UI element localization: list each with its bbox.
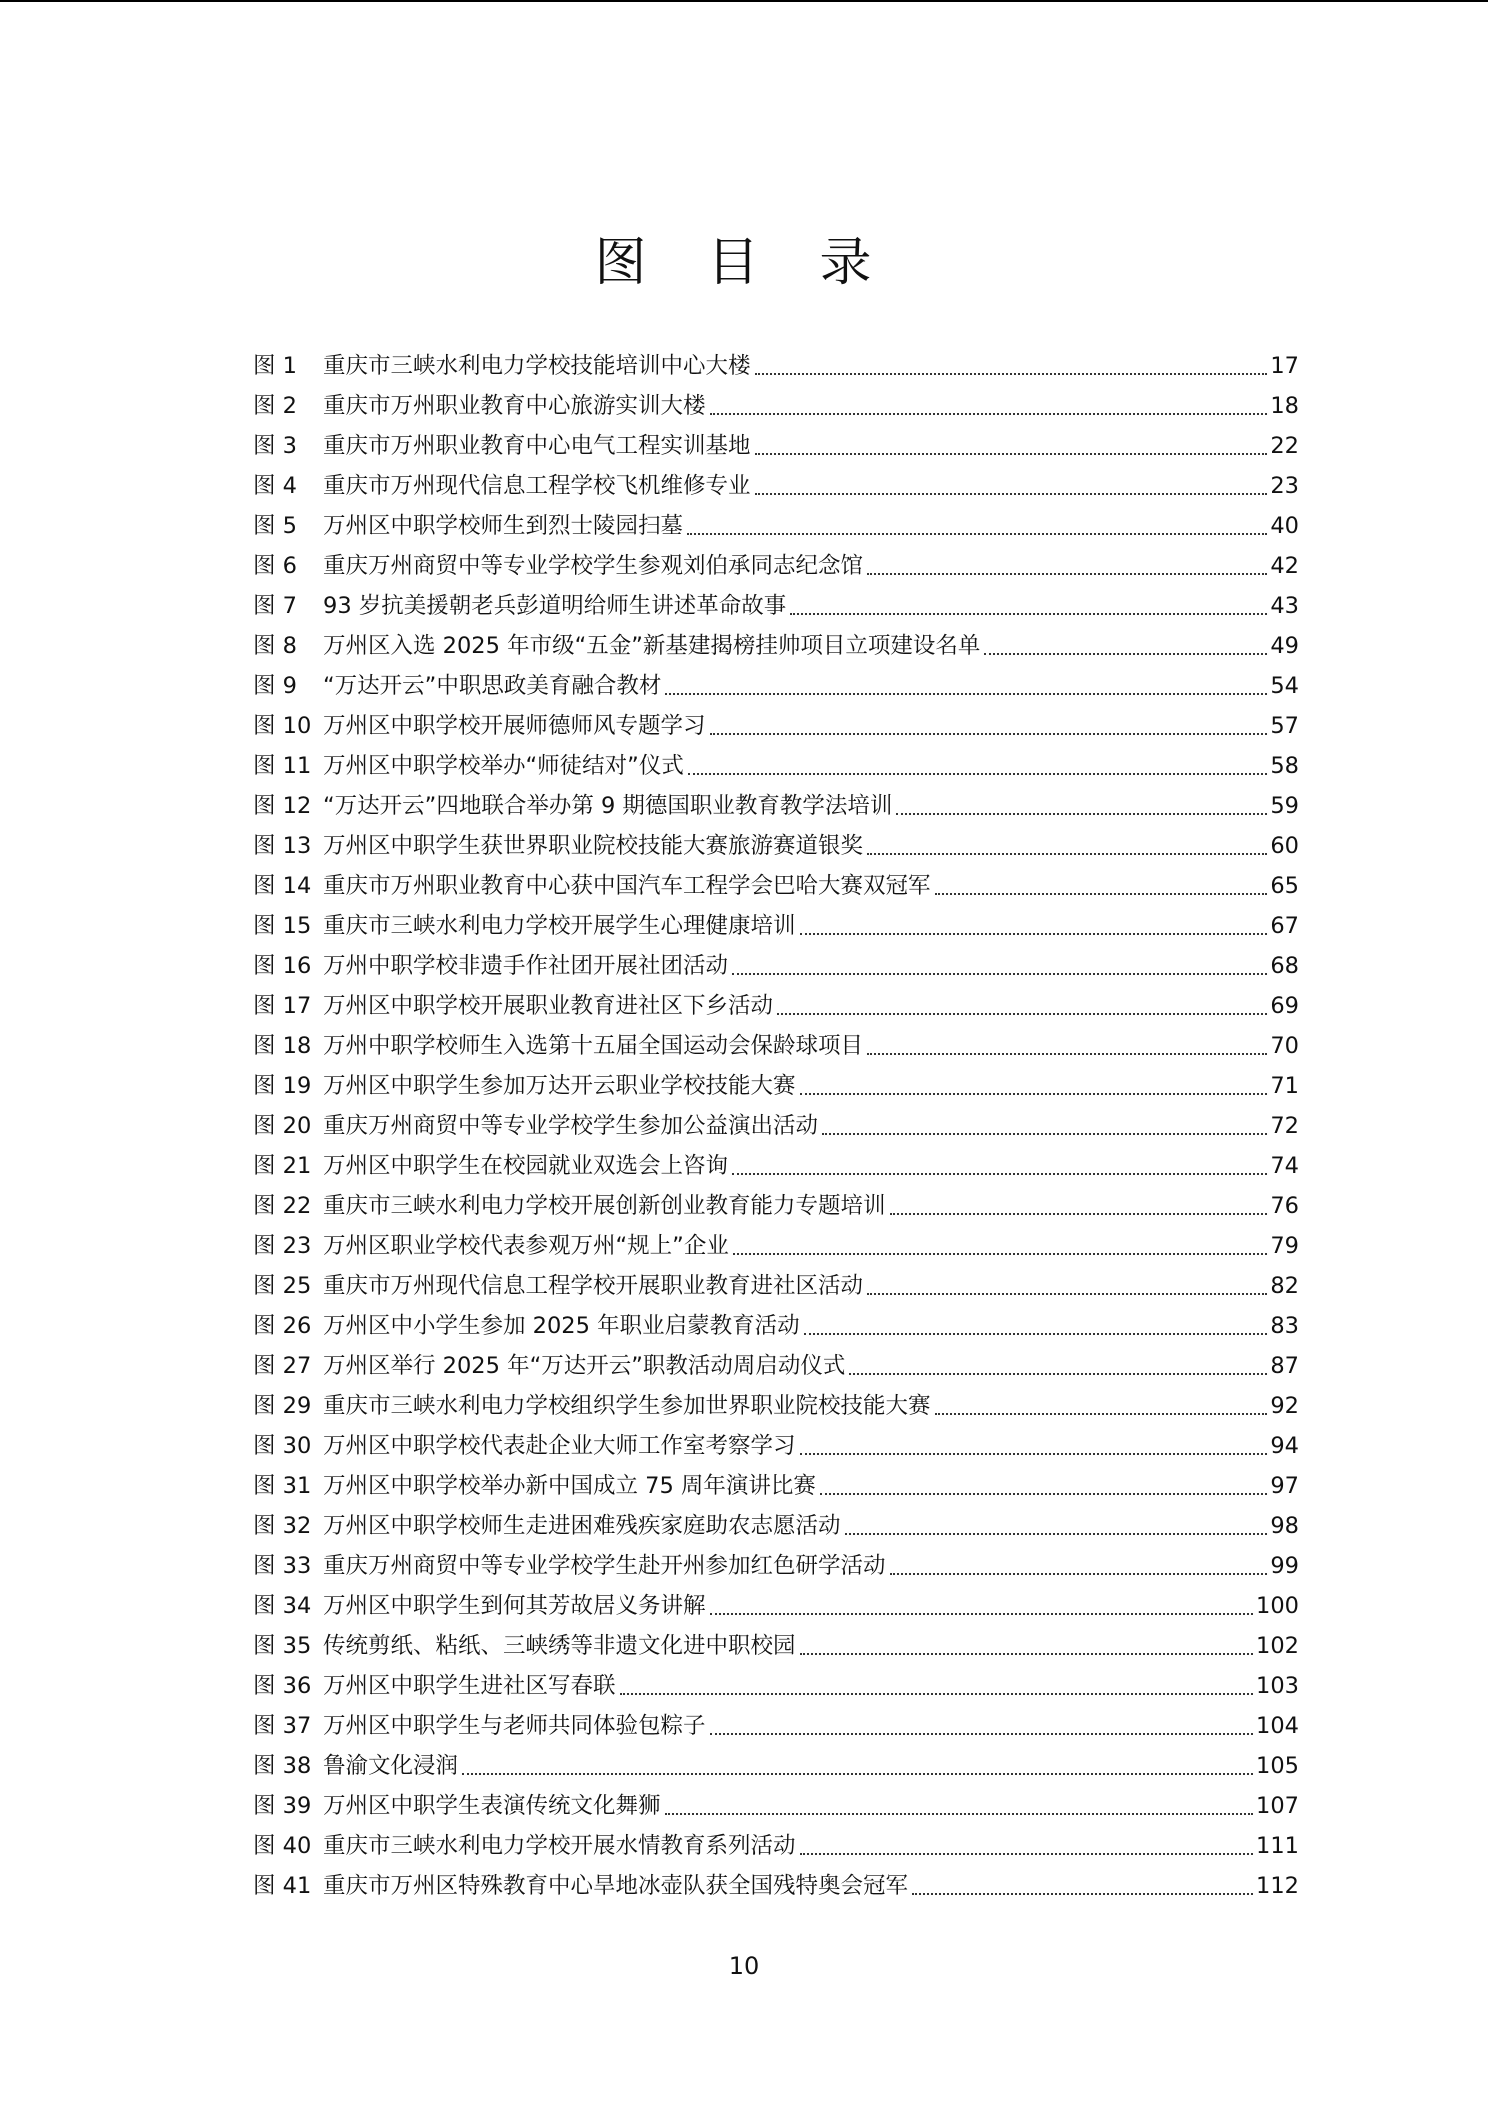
dot-leader [732,973,1267,975]
figure-number: 图 14 [253,873,312,899]
toc-entry[interactable] [253,1426,1299,1466]
page-reference: 98 [1270,1513,1299,1539]
figure-number: 图 12 [253,793,312,819]
figure-title: 万州区中职学生与老师共同体验包粽子 [323,1713,706,1739]
figure-title: 万州区中职学校师生走进困难残疾家庭助农志愿活动 [323,1513,841,1539]
figure-title: 万州区职业学校代表参观万州“规上”企业 [323,1233,729,1259]
figure-title: 重庆市三峡水利电力学校组织学生参加世界职业院校技能大赛 [323,1393,931,1419]
figure-number: 图 30 [253,1433,312,1459]
page-reference: 87 [1270,1353,1299,1379]
dot-leader [935,893,1268,895]
dot-leader [804,1333,1268,1335]
dot-leader [935,1413,1268,1415]
toc-entry[interactable] [253,1146,1299,1186]
dot-leader [849,1373,1267,1375]
toc-entry[interactable] [253,1626,1299,1666]
dot-leader [665,693,1267,695]
toc-entry[interactable] [253,906,1299,946]
figure-number: 图 11 [253,753,312,779]
toc-entry[interactable] [253,986,1299,1026]
dot-leader [896,813,1267,815]
dot-leader [984,653,1267,655]
dot-leader [867,1293,1267,1295]
figure-number: 图 19 [253,1073,312,1099]
toc-entry[interactable] [253,506,1299,546]
dot-leader [755,493,1268,495]
page-reference: 70 [1270,1033,1299,1059]
toc-entry[interactable] [253,426,1299,466]
toc-entry[interactable] [253,346,1299,386]
dot-leader [800,933,1268,935]
toc-entry[interactable] [253,1466,1299,1506]
page-reference: 67 [1270,913,1299,939]
figure-number: 图 36 [253,1673,312,1699]
toc-entry[interactable] [253,466,1299,506]
page-reference: 58 [1270,753,1299,779]
page-reference: 92 [1270,1393,1299,1419]
toc-entry[interactable] [253,386,1299,426]
figure-number: 图 33 [253,1553,312,1579]
figure-number: 图 4 [253,473,297,499]
dot-leader [755,453,1268,455]
dot-leader [800,1653,1254,1655]
page-reference: 69 [1270,993,1299,1019]
figure-title: 鲁渝文化浸润 [323,1753,459,1779]
toc-entry[interactable] [253,1306,1299,1346]
dot-leader [867,853,1267,855]
figure-number: 图 39 [253,1793,312,1819]
page-reference: 71 [1270,1073,1299,1099]
figure-title: 万州区中职学生参加万达开云职业学校技能大赛 [323,1073,796,1099]
page-reference: 100 [1256,1593,1299,1619]
figure-title: 重庆市三峡水利电力学校开展学生心理健康培训 [323,913,796,939]
figure-title: 重庆市万州现代信息工程学校开展职业教育进社区活动 [323,1273,864,1299]
figure-title: 重庆万州商贸中等专业学校学生参观刘伯承同志纪念馆 [323,553,864,579]
page-reference: 40 [1270,513,1299,539]
figure-number: 图 10 [253,713,312,739]
toc-entry[interactable] [253,1746,1299,1786]
figure-title: 重庆市万州区特殊教育中心旱地冰壶队获全国残特奥会冠军 [323,1873,909,1899]
page-reference: 97 [1270,1473,1299,1499]
toc-entry[interactable] [253,1706,1299,1746]
figure-number: 图 17 [253,993,312,1019]
page-reference: 18 [1270,393,1299,419]
toc-entry[interactable] [253,1346,1299,1386]
figure-number: 图 8 [253,633,297,659]
page-reference: 65 [1270,873,1299,899]
dot-leader [867,1053,1267,1055]
dot-leader [777,1013,1267,1015]
toc-entry[interactable] [253,626,1299,666]
dot-leader [912,1893,1253,1895]
figure-number: 图 26 [253,1313,312,1339]
toc-entry[interactable] [253,1546,1299,1586]
toc-entry[interactable] [253,1826,1299,1866]
dot-leader [890,1573,1268,1575]
dot-leader [733,1253,1268,1255]
figure-title: 万州区中职学生表演传统文化舞狮 [323,1793,661,1819]
page-reference: 82 [1270,1273,1299,1299]
page-reference: 74 [1270,1153,1299,1179]
figure-number: 图 2 [253,393,297,419]
toc-entry[interactable] [253,946,1299,986]
page-reference: 102 [1256,1633,1299,1659]
toc-entry[interactable] [253,866,1299,906]
toc-entry[interactable] [253,1066,1299,1106]
dot-leader [890,1213,1268,1215]
figure-list [253,346,1299,1906]
figure-title: 万州区中职学生获世界职业院校技能大赛旅游赛道银奖 [323,833,864,859]
page-reference: 94 [1270,1433,1299,1459]
page-reference: 76 [1270,1193,1299,1219]
dot-leader [800,1093,1268,1095]
figure-title: 万州中职学校师生入选第十五届全国运动会保龄球项目 [323,1033,864,1059]
dot-leader [822,1133,1267,1135]
figure-title: 万州区中职学校开展师德师风专题学习 [323,713,706,739]
top-border-rule [0,0,1488,2]
figure-title: 万州区中小学生参加 2025 年职业启蒙教育活动 [323,1313,800,1339]
figure-title: 万州中职学校非遗手作社团开展社团活动 [323,953,729,979]
dot-leader [790,613,1267,615]
dot-leader [800,1453,1268,1455]
toc-entry[interactable] [253,1586,1299,1626]
figure-number: 图 40 [253,1833,312,1859]
figure-title: 万州区中职学校师生到烈士陵园扫墓 [323,513,684,539]
toc-entry[interactable] [253,1106,1299,1146]
toc-entry[interactable] [253,826,1299,866]
toc-entry[interactable] [253,666,1299,706]
figure-title: 重庆市三峡水利电力学校开展创新创业教育能力专题培训 [323,1193,886,1219]
toc-entry[interactable] [253,1026,1299,1066]
dot-leader [732,1173,1267,1175]
figure-number: 图 1 [253,353,297,379]
figure-number: 图 25 [253,1273,312,1299]
figure-number: 图 21 [253,1153,312,1179]
figure-number: 图 16 [253,953,312,979]
dot-leader [710,1733,1254,1735]
page-number: 10 [728,1952,760,1980]
toc-entry[interactable] [253,546,1299,586]
figure-number: 图 22 [253,1193,312,1219]
page-reference: 23 [1270,473,1299,499]
figure-number: 图 31 [253,1473,312,1499]
dot-leader [688,773,1268,775]
toc-entry[interactable] [253,1786,1299,1826]
page-reference: 107 [1256,1793,1299,1819]
figure-number: 图 15 [253,913,312,939]
page-reference: 103 [1256,1673,1299,1699]
figure-number: 图 7 [253,593,297,619]
toc-entry[interactable] [253,746,1299,786]
figure-title: 万州区中职学校举办“师徒结对”仪式 [323,753,684,779]
page-title: 图 目 录 [594,233,894,293]
figure-number: 图 5 [253,513,297,539]
figure-number: 图 3 [253,433,297,459]
dot-leader [665,1813,1254,1815]
toc-entry[interactable] [253,1386,1299,1426]
figure-number: 图 41 [253,1873,312,1899]
figure-title: 重庆市万州职业教育中心电气工程实训基地 [323,433,751,459]
figure-title: 传统剪纸、粘纸、三峡绣等非遗文化进中职校园 [323,1633,796,1659]
page-reference: 57 [1270,713,1299,739]
page-reference: 83 [1270,1313,1299,1339]
toc-entry[interactable] [253,706,1299,746]
page-reference: 59 [1270,793,1299,819]
figure-title: 重庆市万州现代信息工程学校飞机维修专业 [323,473,751,499]
figure-title: 万州区中职学生进社区写春联 [323,1673,616,1699]
figure-title: 重庆市万州职业教育中心旅游实训大楼 [323,393,706,419]
figure-number: 图 20 [253,1113,312,1139]
page-reference: 68 [1270,953,1299,979]
page-reference: 54 [1270,673,1299,699]
toc-entry[interactable] [253,1226,1299,1266]
page-reference: 17 [1270,353,1299,379]
figure-title: 万州区中职学校开展职业教育进社区下乡活动 [323,993,774,1019]
toc-entry[interactable] [253,1666,1299,1706]
dot-leader [845,1533,1268,1535]
page-reference: 105 [1256,1753,1299,1779]
toc-entry[interactable] [253,1186,1299,1226]
page-reference: 42 [1270,553,1299,579]
dot-leader [462,1773,1253,1775]
figure-number: 图 13 [253,833,312,859]
figure-number: 图 38 [253,1753,312,1779]
figure-number: 图 34 [253,1593,312,1619]
figure-title: 重庆市三峡水利电力学校技能培训中心大楼 [323,353,751,379]
figure-number: 图 32 [253,1513,312,1539]
page-reference: 79 [1270,1233,1299,1259]
figure-title: 重庆万州商贸中等专业学校学生参加公益演出活动 [323,1113,819,1139]
figure-title: 万州区入选 2025 年市级“五金”新基建揭榜挂帅项目立项建设名单 [323,633,981,659]
toc-entry[interactable] [253,586,1299,626]
figure-title: 重庆市万州职业教育中心获中国汽车工程学会巴哈大赛双冠军 [323,873,931,899]
dot-leader [820,1493,1267,1495]
figure-title: “万达开云”四地联合举办第 9 期德国职业教育教学法培训 [323,793,893,819]
dot-leader [867,573,1267,575]
dot-leader [687,533,1267,535]
figure-number: 图 37 [253,1713,312,1739]
figure-title: 万州区中职学校举办新中国成立 75 周年演讲比赛 [323,1473,816,1499]
dot-leader [620,1693,1254,1695]
page-reference: 111 [1256,1833,1299,1859]
dot-leader [710,733,1268,735]
dot-leader [800,1853,1254,1855]
figure-title: 重庆市三峡水利电力学校开展水情教育系列活动 [323,1833,796,1859]
figure-number: 图 27 [253,1353,312,1379]
figure-title: 万州区中职学生在校园就业双选会上咨询 [323,1153,729,1179]
figure-number: 图 9 [253,673,297,699]
dot-leader [710,413,1268,415]
page-reference: 99 [1270,1553,1299,1579]
page-reference: 112 [1256,1873,1299,1899]
figure-title: 万州区中职学生到何其芳故居义务讲解 [323,1593,706,1619]
toc-entry[interactable] [253,1506,1299,1546]
page-reference: 49 [1270,633,1299,659]
figure-title: 万州区举行 2025 年“万达开云”职教活动周启动仪式 [323,1353,846,1379]
figure-number: 图 18 [253,1033,312,1059]
figure-number: 图 35 [253,1633,312,1659]
figure-number: 图 6 [253,553,297,579]
figure-number: 图 23 [253,1233,312,1259]
toc-entry[interactable] [253,786,1299,826]
figure-title: 万州区中职学校代表赴企业大师工作室考察学习 [323,1433,796,1459]
dot-leader [755,373,1268,375]
dot-leader [710,1613,1254,1615]
figure-title: “万达开云”中职思政美育融合教材 [323,673,662,699]
figure-number: 图 29 [253,1393,312,1419]
page-reference: 72 [1270,1113,1299,1139]
figure-title: 93 岁抗美援朝老兵彭道明给师生讲述革命故事 [323,593,787,619]
page-reference: 43 [1270,593,1299,619]
toc-entry[interactable] [253,1866,1299,1906]
page-reference: 22 [1270,433,1299,459]
page-reference: 60 [1270,833,1299,859]
page-reference: 104 [1256,1713,1299,1739]
toc-entry[interactable] [253,1266,1299,1306]
figure-title: 重庆万州商贸中等专业学校学生赴开州参加红色研学活动 [323,1553,886,1579]
